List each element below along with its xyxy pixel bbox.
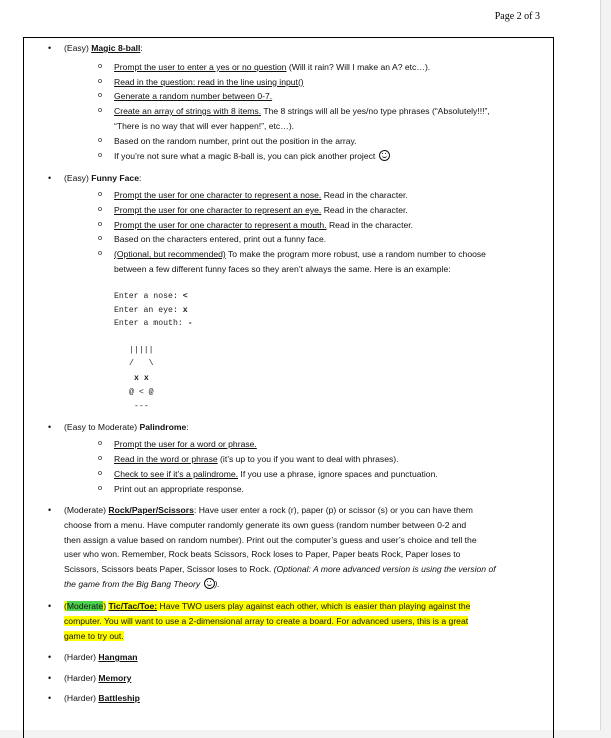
step-text: Read in the character. xyxy=(326,219,414,230)
description-text: Scissors, Scissors beats Paper, Scissor loses to Rock. xyxy=(64,564,274,575)
description-text: : Have user enter a rock (r), paper (p) or scissor (s) or you can have them xyxy=(193,505,473,515)
code-prompt: Enter a nose: xyxy=(114,292,183,301)
optional-note: (Optional: A more advanced version is using the version of xyxy=(273,564,496,575)
paren: ( xyxy=(64,601,67,611)
difficulty-label: (Easy to Moderate) xyxy=(64,422,140,432)
colon: : xyxy=(138,173,142,183)
code-prompt: Enter an eye: xyxy=(114,305,183,315)
step-text-underlined: (Optional, but recommended) xyxy=(114,249,226,259)
code-input: < xyxy=(182,292,188,301)
project-rock-paper-scissors xyxy=(64,503,534,592)
project-title: Funny Face xyxy=(91,173,139,183)
project-title: Battleship xyxy=(98,693,140,703)
colon: : xyxy=(140,43,143,53)
step-text: Print out an appropriate response. xyxy=(114,483,244,494)
smiley-icon xyxy=(204,578,215,589)
optional-note-end: ). xyxy=(214,578,220,589)
code-input: - xyxy=(187,319,193,329)
ascii-face-hair: ||||| xyxy=(129,346,154,355)
content-frame xyxy=(23,37,554,738)
ascii-face-nose: @ < @ xyxy=(129,388,154,397)
description-text: then assign a value based on random number). Print out the computer’s guess and user’s choice and tell the xyxy=(64,534,477,545)
description-text: computer. You will want to use a 2-dimensional array to create a board. For advanced users, this is a great xyxy=(64,615,469,626)
step-text-underlined: Read in the question: read in the line using input() xyxy=(114,76,304,87)
page-number: Page 2 of 3 xyxy=(494,11,540,22)
difficulty-label: (Easy) xyxy=(64,173,92,183)
project-title: Hangman xyxy=(98,652,138,662)
colon: : xyxy=(186,422,189,432)
palindrome-step-1 xyxy=(114,437,546,452)
step-text: (it’s up to you if you want to deal with phrases). xyxy=(217,454,399,464)
project-memory xyxy=(64,671,534,686)
description-text: game to try out. xyxy=(64,630,124,641)
step-text: (Will it rain? Will I make an A? etc…). xyxy=(286,62,431,72)
step-text: Based on the characters entered, print out a funny face. xyxy=(114,234,327,244)
funnyface-step-2 xyxy=(114,203,546,218)
project-palindrome xyxy=(64,420,534,435)
step-text: If you use a phrase, ignore spaces and punctuation. xyxy=(238,468,438,479)
code-prompt: Enter a mouth: xyxy=(114,319,188,329)
difficulty-label: (Harder) xyxy=(64,672,99,683)
project-tic-tac-toe xyxy=(64,599,534,643)
difficulty-label: (Harder) xyxy=(64,652,99,662)
magic8-step-5 xyxy=(114,134,546,149)
step-text-underlined: Prompt the user for a word or phrase. xyxy=(114,439,257,449)
step-text: The 8 strings will all be yes/no type phrases (“Absolutely!!!”, xyxy=(261,106,490,116)
step-text: If you’re not sure what a magic 8-ball is, you can pick another project xyxy=(114,150,376,161)
step-text-underlined: Read in the word or phrase xyxy=(114,454,218,464)
step-text-underlined: Check to see if it’s a palindrome. xyxy=(114,468,239,479)
step-text: To make the program more robust, use a random number to choose xyxy=(225,249,486,259)
paren: ) xyxy=(103,601,107,611)
magic8-step-4 xyxy=(114,104,546,134)
difficulty-label: (Easy) xyxy=(64,43,92,53)
ascii-face-mouth: --- xyxy=(134,402,149,411)
project-battleship xyxy=(64,691,534,706)
magic8-step-3 xyxy=(114,89,546,104)
step-text: Read in the character. xyxy=(321,205,408,215)
difficulty-label: (Harder) xyxy=(64,693,99,703)
step-text-continued: “There is no way that will ever happen!”, etc…). xyxy=(114,120,295,131)
optional-note: the game from the Big Bang Theory xyxy=(64,578,203,589)
sample-console-output xyxy=(114,290,193,331)
magic8-step-2 xyxy=(114,75,546,90)
project-funny-face xyxy=(64,171,534,186)
description-text: Have TWO users play against each other, which is easier than playing against the xyxy=(157,601,471,611)
project-title: Palindrome xyxy=(139,422,187,432)
difficulty-label: (Moderate) xyxy=(64,505,109,515)
ascii-face-head: / \ xyxy=(129,359,154,368)
project-magic-8-ball xyxy=(64,41,534,56)
palindrome-step-4 xyxy=(114,482,546,497)
description-text: choose from a menu. Have computer randomly generate its own guess (random number between 0-2 and xyxy=(64,519,467,530)
funnyface-step-5 xyxy=(114,247,546,277)
project-title: Memory xyxy=(98,672,132,683)
project-title: Magic 8-ball xyxy=(91,43,141,53)
magic8-step-6 xyxy=(114,149,546,164)
step-text-underlined: Prompt the user for one character to represent a nose. xyxy=(114,190,322,200)
funnyface-step-4 xyxy=(114,232,546,247)
code-input: x xyxy=(182,305,188,315)
ascii-face-eyes: x x xyxy=(134,374,149,383)
step-text-underlined: Prompt the user for one character to represent an eye. xyxy=(114,205,322,215)
palindrome-step-3 xyxy=(114,467,546,482)
project-title: Tic/Tac/Toe: xyxy=(108,601,158,611)
step-text: Read in the character. xyxy=(321,190,408,200)
step-text-underlined: Generate a random number between 0-7. xyxy=(114,91,273,101)
step-text-underlined: Prompt the user to enter a yes or no question xyxy=(114,62,287,72)
funnyface-step-3 xyxy=(114,218,546,233)
difficulty-label: Moderate xyxy=(66,601,104,611)
step-text: Based on the random number, print out the position in the array. xyxy=(114,135,357,146)
step-text-underlined: Prompt the user for one character to represent a mouth. xyxy=(114,219,327,230)
step-text-continued: between a few different funny faces so they aren’t always the same. Here is an example: xyxy=(114,263,451,274)
smiley-icon xyxy=(379,150,390,161)
description-text: user who won. Remember, Rock beats Scissors, Rock loses to Paper, Paper beats Rock, Paper loses to xyxy=(64,549,461,560)
project-title: Rock/Paper/Scissors xyxy=(108,505,194,515)
magic8-step-1 xyxy=(114,60,546,75)
palindrome-step-2 xyxy=(114,452,546,467)
funnyface-step-1 xyxy=(114,188,546,203)
project-hangman xyxy=(64,650,534,665)
step-text-underlined: Create an array of strings with 8 items. xyxy=(114,106,262,116)
